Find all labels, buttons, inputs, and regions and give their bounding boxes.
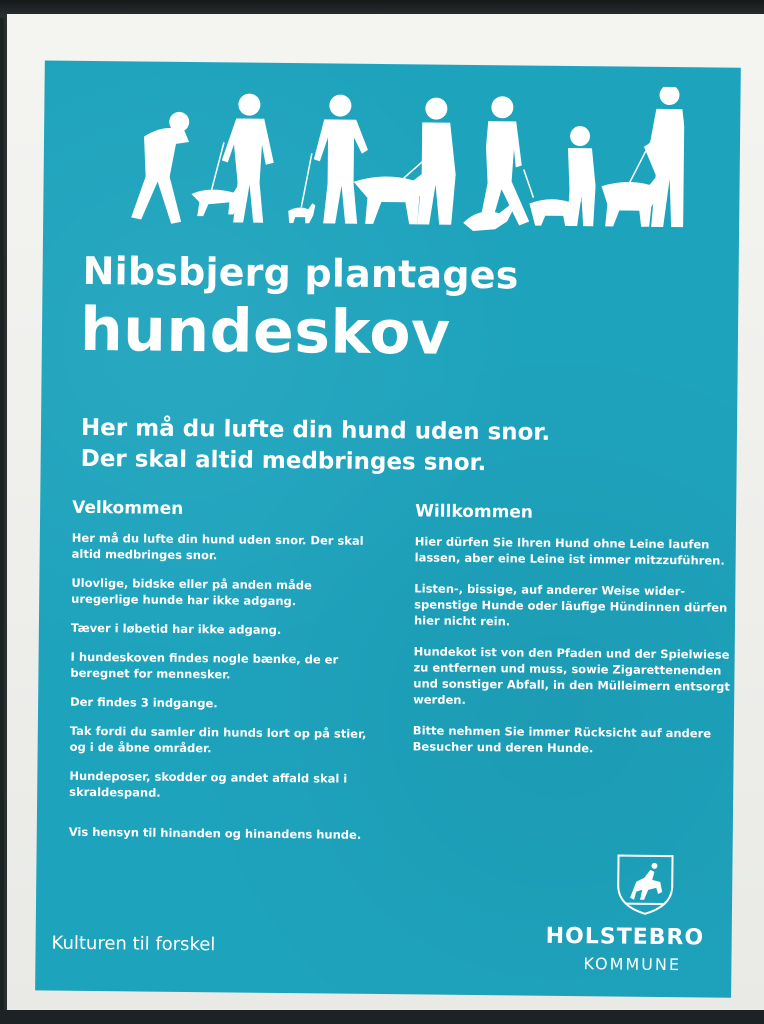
subtitle-line: Der skal altid medbringes snor.	[80, 445, 487, 477]
german-column	[412, 501, 735, 772]
german-paragraph: Hundekot ist von den Pfaden und der Spielwiese zu entfernen und muss, sowie Zigarettenenden und sonstiger Abfall, in den Mülleimern entsorgt werden.	[413, 644, 730, 707]
danish-paragraph: Vis hensyn til hinanden og hinandens hunde.	[68, 824, 362, 842]
danish-paragraph: Tak fordi du samler din hunds lort op på stier, og i de åbne områder.	[69, 723, 367, 756]
german-heading: Willkommen	[415, 501, 534, 523]
danish-column	[69, 498, 373, 856]
people-with-dogs-silhouette-icon	[83, 81, 685, 237]
danish-paragraph: Her må du lufte din hund uden snor. Der skal altid medbringes snor.	[71, 530, 364, 563]
sign-title-line2: hundeskov	[79, 294, 451, 369]
sign-panel	[35, 60, 741, 997]
sign-board	[9, 46, 749, 1004]
brand-name: HOLSTEBRO	[545, 923, 705, 951]
sign-subtitle	[81, 413, 722, 482]
sign-title-line1: Nibsbjerg plantages	[82, 248, 519, 298]
danish-paragraph: Tæver i løbetid har ikke adgang.	[70, 620, 282, 637]
footer-tagline: Kulturen til forskel	[51, 932, 216, 956]
subtitle-line: Her må du lufte din hund uden snor.	[80, 414, 551, 446]
german-paragraph: Bitte nehmen Sie immer Rücksicht auf andere Besucher und deren Hunde.	[412, 723, 712, 756]
danish-heading: Velkommen	[72, 497, 184, 519]
danish-paragraph: I hundeskoven findes nogle bænke, de er beregnet for mennesker.	[70, 649, 339, 682]
brand-sub: KOMMUNE	[583, 954, 682, 975]
holstebro-coat-of-arms-icon	[614, 851, 677, 916]
danish-paragraph: Der findes 3 indgange.	[70, 694, 218, 711]
german-paragraph: Hier dürfen Sie Ihren Hund ohne Leine laufen lassen, aber eine Leine ist immer mitzzuführen.	[414, 534, 725, 568]
danish-paragraph: Hundeposer, skodder og andet affald skal i skraldespand.	[69, 768, 348, 800]
danish-paragraph: Ulovlige, bidske eller på anden måde uregerlige hunde har ikke adgang.	[71, 575, 312, 609]
german-paragraph: Listen-, bissige, auf anderer Weise wider-spenstige Hunde oder läufige Hündinnen dürfen hier nicht rein.	[413, 581, 728, 629]
